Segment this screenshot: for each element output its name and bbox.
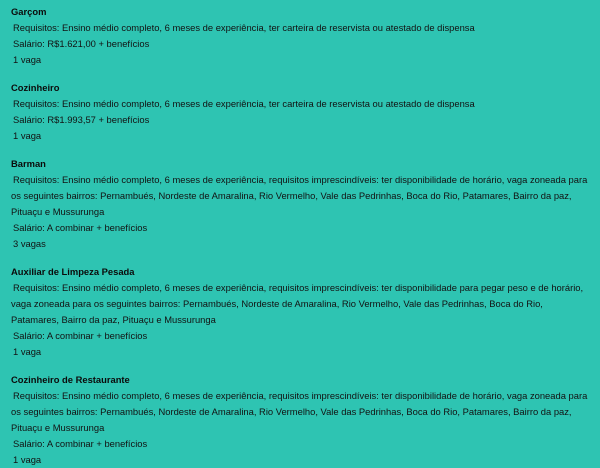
job-salary: Salário: A combinar + benefícios [13, 330, 148, 341]
job-openings: 1 vaga [13, 54, 42, 65]
job-listing-garcom [11, 4, 592, 68]
job-title: Garçom [11, 6, 47, 17]
job-openings: 1 vaga [13, 454, 42, 465]
job-salary: Salário: A combinar + benefícios [13, 222, 148, 233]
job-salary: Salário: R$1.993,57 + benefícios [13, 114, 150, 125]
job-title: Barman [11, 158, 46, 169]
job-requirements: Requisitos: Ensino médio completo, 6 meses de experiência, ter carteira de reservista ou atestado de dispensa [13, 22, 475, 33]
job-requirements: Requisitos: Ensino médio completo, 6 meses de experiência, ter carteira de reservista ou atestado de dispensa [13, 98, 475, 109]
job-title: Cozinheiro [11, 82, 60, 93]
job-title: Cozinheiro de Restaurante [11, 374, 130, 385]
job-listing-cozinheiro-restaurante [11, 372, 592, 468]
job-listing-cozinheiro [11, 80, 592, 144]
job-title: Auxiliar de Limpeza Pesada [11, 266, 135, 277]
job-listing-barman [11, 156, 592, 252]
job-requirements: Requisitos: Ensino médio completo, 6 meses de experiência, requisitos imprescindíveis: ter disponibilidade para pegar peso e de horário, vaga zoneada para os seguintes bairros: Pernambués, Nordeste de Amaralina, Rio Vermelho, Vale das Pedrinhas, Boca do Rio, Patamares, Bairro da paz, Pituaçu e Mussurunga [11, 282, 584, 325]
job-openings: 3 vagas [13, 238, 46, 249]
job-salary: Salário: R$1.621,00 + benefícios [13, 38, 150, 49]
job-requirements: Requisitos: Ensino médio completo, 6 meses de experiência, requisitos imprescindíveis: ter disponibilidade de horário, vaga zoneada para os seguintes bairros: Pernambués, Nordeste de Amaralina, Rio Vermelho, Vale das Pedrinhas, Boca do Rio, Patamares, Bairro da paz, Pituaçu e Mussurunga [11, 390, 588, 433]
job-openings: 1 vaga [13, 346, 42, 357]
job-openings: 1 vaga [13, 130, 42, 141]
job-listing-auxiliar-limpeza [11, 264, 592, 360]
job-salary: Salário: A combinar + benefícios [13, 438, 148, 449]
job-requirements: Requisitos: Ensino médio completo, 6 meses de experiência, requisitos imprescindíveis: ter disponibilidade de horário, vaga zoneada para os seguintes bairros: Pernambués, Nordeste de Amaralina, Rio Vermelho, Vale das Pedrinhas, Boca do Rio, Patamares, Bairro da paz, Pituaçu e Mussurunga [11, 174, 588, 217]
